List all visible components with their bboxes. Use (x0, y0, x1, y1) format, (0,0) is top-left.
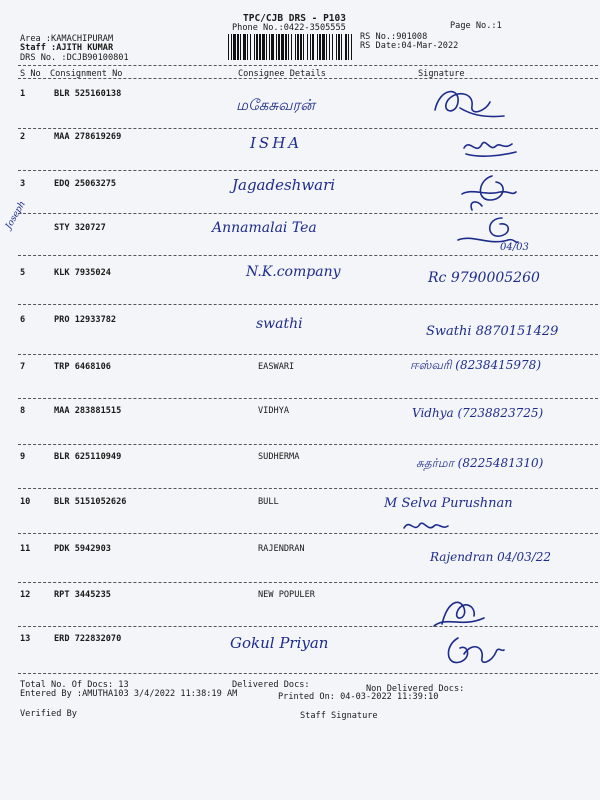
barcode-bar (291, 34, 292, 60)
row-number: 9 (20, 452, 26, 462)
consignment-number: RPT 3445235 (54, 590, 111, 600)
col-consignment: Consignment No (50, 69, 123, 79)
barcode-bar (307, 34, 308, 60)
barcode-bar (240, 34, 241, 60)
delivery-remark: Rajendran 04/03/22 (430, 550, 552, 564)
barcode-bar (303, 34, 304, 60)
barcode-bar (336, 34, 337, 60)
signature-mark (438, 632, 508, 672)
consignee-handwritten: Annamalai Tea (212, 220, 317, 236)
row-number: 1 (20, 89, 26, 99)
consignee-handwritten: swathi (256, 316, 303, 332)
consignee-name: SUDHERMA (258, 452, 300, 462)
row-number: 13 (20, 634, 31, 644)
row-number: 11 (20, 544, 31, 554)
total-docs: Total No. Of Docs: 13 (20, 680, 129, 690)
printed-on: Printed On: 04-03-2022 11:39:10 (278, 692, 439, 702)
barcode-bar (285, 34, 287, 60)
barcode-bar (297, 34, 299, 60)
barcode-bar (281, 34, 284, 60)
delivery-remark: Vidhya (7238823725) (412, 406, 544, 420)
barcode-bar (341, 34, 342, 60)
row-number: 7 (20, 362, 26, 372)
divider (18, 128, 598, 129)
col-sno: S No (20, 69, 41, 79)
phone-number: Phone No.:0422-3505555 (232, 23, 346, 33)
consignment-number: ERD 722832070 (54, 634, 122, 644)
delivery-remark: Rc 9790005260 (428, 270, 540, 286)
barcode-bar (295, 34, 296, 60)
rs-date: RS Date:04-Mar-2022 (360, 41, 459, 51)
divider (18, 304, 598, 305)
signature-mark (430, 82, 510, 122)
barcode-bar (288, 34, 289, 60)
barcode-bar (329, 34, 330, 60)
consignment-number: MAA 278619269 (54, 132, 122, 142)
barcode-bar (247, 34, 248, 60)
barcode-bar (338, 34, 340, 60)
barcode-bar (345, 34, 347, 60)
barcode-bar (237, 34, 239, 60)
barcode-bar (256, 34, 258, 60)
divider (18, 398, 598, 399)
barcode-bar (262, 34, 265, 60)
consignee-handwritten: Gokul Priyan (230, 634, 329, 652)
barcode-bar (310, 34, 311, 60)
divider (18, 582, 598, 583)
drs-number: DRS No. :DCJB90100801 (20, 53, 129, 63)
barcode-bar (276, 34, 277, 60)
staff-name: AJITH KUMAR (56, 43, 114, 53)
barcode-bar (326, 34, 327, 60)
consignment-number: KLK 7935024 (54, 268, 111, 278)
staff-label: Staff : (20, 43, 57, 53)
barcode-bar (228, 34, 229, 60)
divider (18, 673, 598, 674)
barcode-bar (259, 34, 261, 60)
consignment-number: BLR 625110949 (54, 452, 122, 462)
verified-by: Verified By (20, 709, 77, 719)
barcode-bar (312, 34, 314, 60)
barcode-bar (317, 34, 318, 60)
row-number: 3 (20, 179, 26, 189)
row-number: 2 (20, 132, 26, 142)
divider (18, 626, 598, 627)
entered-by: Entered By :AMUTHA103 3/4/2022 11:38:19 AM (20, 689, 238, 699)
consignment-number: TRP 6468106 (54, 362, 111, 372)
delivery-remark: ஈஸ்வரி (8238415978) (410, 358, 541, 372)
consignment-number: EDQ 25063275 (54, 179, 117, 189)
signature-mark (430, 594, 490, 630)
col-signature: Signature (418, 69, 465, 79)
staff-signature: Staff Signature (300, 711, 378, 721)
consignment-number: BLR 5151052626 (54, 497, 127, 507)
delivery-remark: 04/03 (500, 242, 529, 253)
col-consignee: Consignee Details (238, 69, 326, 79)
barcode-bar (300, 34, 302, 60)
delivered-docs: Delivered Docs: (232, 680, 310, 690)
barcode-bar (278, 34, 280, 60)
divider (18, 354, 598, 355)
barcode-bar (250, 34, 251, 60)
barcode-bar (266, 34, 267, 60)
barcode-bar (269, 34, 270, 60)
consignee-handwritten: Jagadeshwari (232, 176, 336, 194)
page-number: Page No.:1 (450, 21, 502, 31)
divider (18, 533, 598, 534)
barcode-bar (351, 34, 352, 60)
signature-mark (452, 170, 522, 216)
barcode-bar (243, 34, 246, 60)
consignment-number: MAA 283881515 (54, 406, 122, 416)
area-label: Area :KAMACHIPURAM (20, 34, 114, 44)
consignee-name: VIDHYA (258, 406, 290, 416)
staff-field (20, 43, 113, 53)
consignee-handwritten: மகேசுவரன் (236, 96, 315, 114)
barcode-bar (254, 34, 255, 60)
row-number: 6 (20, 315, 26, 325)
consignee-handwritten: ISHA (250, 134, 303, 152)
consignee-handwritten: N.K.company (246, 264, 341, 280)
page-title: TPC/CJB DRS - P103 (243, 13, 346, 24)
barcode-bar (231, 34, 232, 60)
delivery-remark: M Selva Purushnan (384, 496, 513, 511)
barcode (228, 34, 352, 60)
signature-mark (400, 514, 450, 538)
barcode-bar (271, 34, 274, 60)
row-number: 5 (20, 268, 26, 278)
consignee-name: BULL (258, 497, 279, 507)
delivery-remark: சுதர்மா (8225481310) (416, 456, 544, 470)
rs-number: RS No.:901008 (360, 32, 428, 42)
consignment-number: PDK 5942903 (54, 544, 111, 554)
divider (18, 488, 598, 489)
consignee-name: RAJENDRAN (258, 544, 305, 554)
row-number: 12 (20, 590, 31, 600)
consignment-number: PRO 12933782 (54, 315, 117, 325)
row-number: 8 (20, 406, 26, 416)
margin-note: Joseph (4, 199, 28, 231)
non-delivered-docs: Non Delivered Docs: (366, 684, 465, 694)
barcode-bar (319, 34, 321, 60)
consignee-name: EASWARI (258, 362, 295, 372)
barcode-bar (322, 34, 325, 60)
delivery-remark: Swathi 8870151429 (426, 324, 559, 339)
barcode-bar (348, 34, 349, 60)
divider (18, 78, 598, 79)
barcode-bar (332, 34, 333, 60)
consignment-number: BLR 525160138 (54, 89, 122, 99)
barcode-bar (233, 34, 236, 60)
divider (18, 65, 598, 66)
divider (18, 255, 598, 256)
consignment-number: STY 320727 (54, 223, 106, 233)
divider (18, 444, 598, 445)
row-number: 10 (20, 497, 31, 507)
signature-mark (460, 134, 520, 160)
consignee-name: NEW POPULER (258, 590, 315, 600)
